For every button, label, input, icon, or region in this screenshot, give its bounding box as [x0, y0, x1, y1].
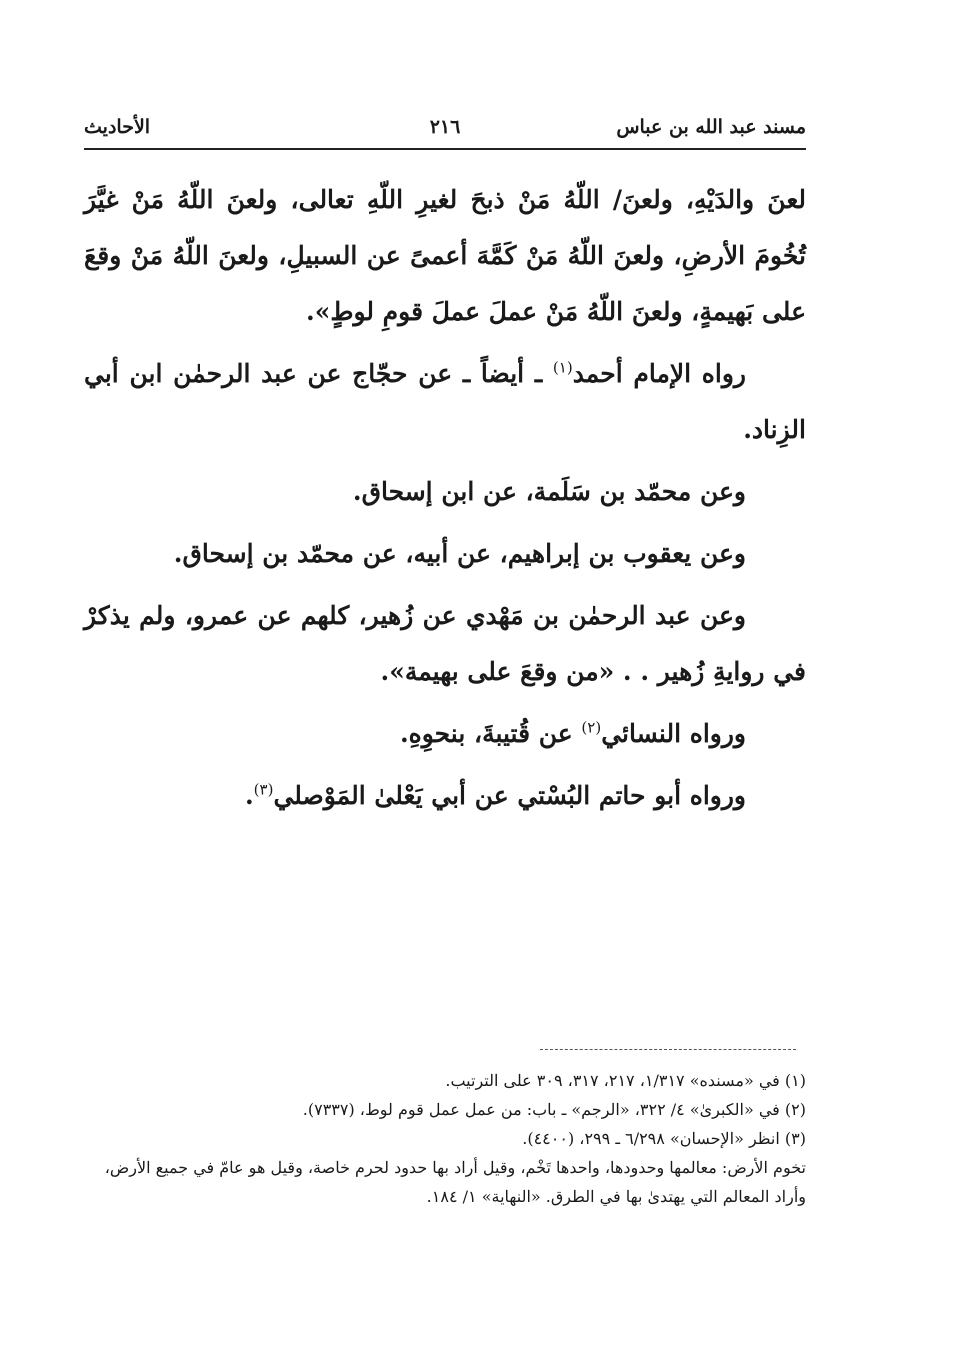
narration-text: عن قُتيبةَ، بنحوِهِ. — [399, 719, 582, 748]
section-title: الأحاديث — [84, 116, 151, 138]
page-number: ٢١٦ — [429, 116, 461, 138]
paragraph-chain-3: وعن عبد الرحمٰن بن مَهْدي عن زُهير، كلهم عن عمرو، ولم يذكرْ في روايةِ زُهير . . «من وقعَ على بهيمة». — [84, 601, 806, 686]
running-title: مسند عبد الله بن عباس — [616, 116, 806, 138]
paragraph-chain-1: وعن محمّد بن سَلَمة، عن ابن إسحاق. — [352, 477, 746, 506]
footnote-ref-3[interactable]: (٣) — [253, 780, 274, 799]
footnote-1: (١) في «مسنده» ١/٣١٧، ٢١٧، ٣١٧، ٣٠٩ على الترتيب. — [445, 1071, 806, 1090]
paragraph-hadith-text: لعنَ والدَيْهِ، ولعنَ/ اللّهُ مَنْ ذبحَ لغيرِ اللّهِ تعالى، ولعنَ اللّهُ مَنْ غيَّرَ تُخُومَ الأرضِ، ولعنَ اللّهُ مَنْ كَمَّهَ أعمىً عن السبيلِ، ولعنَ اللّهُ مَنْ وقعَ على بَهيمةٍ، ولعنَ اللّهُ مَنْ عملَ عملَ قومِ لوطٍ». — [84, 185, 806, 326]
footnote-ref-2[interactable]: (٢) — [581, 718, 602, 737]
page-header — [84, 112, 806, 150]
footnote-separator — [540, 1049, 796, 1050]
paragraph-narration-nasai — [84, 706, 806, 762]
paragraph-chain-2: وعن يعقوب بن إبراهيم، عن أبيه، عن محمّد بن إسحاق. — [173, 539, 746, 568]
footnote-ref-1[interactable]: (١) — [552, 358, 573, 377]
narration-text: ورواه أبو حاتم البُسْتي عن أبي يَعْلىٰ المَوْصلي — [273, 781, 746, 810]
footnote-2: (٢) في «الكبرىٰ» ٤/ ٣٢٢، «الرجم» ـ باب: من عمل عمل قوم لوط، (٧٣٣٧). — [302, 1100, 806, 1119]
narration-text: ـ أيضاً ـ عن حجّاج عن عبد الرحمٰن ابن أبي الزِناد. — [84, 359, 806, 444]
narration-text: . — [244, 781, 254, 810]
paragraph-narration-ahmad — [84, 346, 806, 458]
footnotes — [84, 1066, 806, 1211]
footnote-gloss: تخوم الأرض: معالمها وحدودها، واحدها تَخْم، وقيل أراد بها حدود لحرم خاصة، وقيل هو عامّ في جميع الأرض، وأراد المعالم التي يهتدىٰ بها في الطرق. «النهاية» ١/ ١٨٤. — [104, 1158, 806, 1206]
main-text — [84, 172, 806, 830]
footnote-3: (٣) انظر «الإحسان» ٦/٢٩٨ ـ ٢٩٩، (٤٤٠٠). — [522, 1129, 806, 1148]
header-rule — [84, 148, 806, 150]
narration-text: رواه الإمام أحمد — [572, 359, 746, 388]
narration-text: ورواه النسائي — [601, 719, 746, 748]
paragraph-narration-busti — [84, 768, 806, 824]
